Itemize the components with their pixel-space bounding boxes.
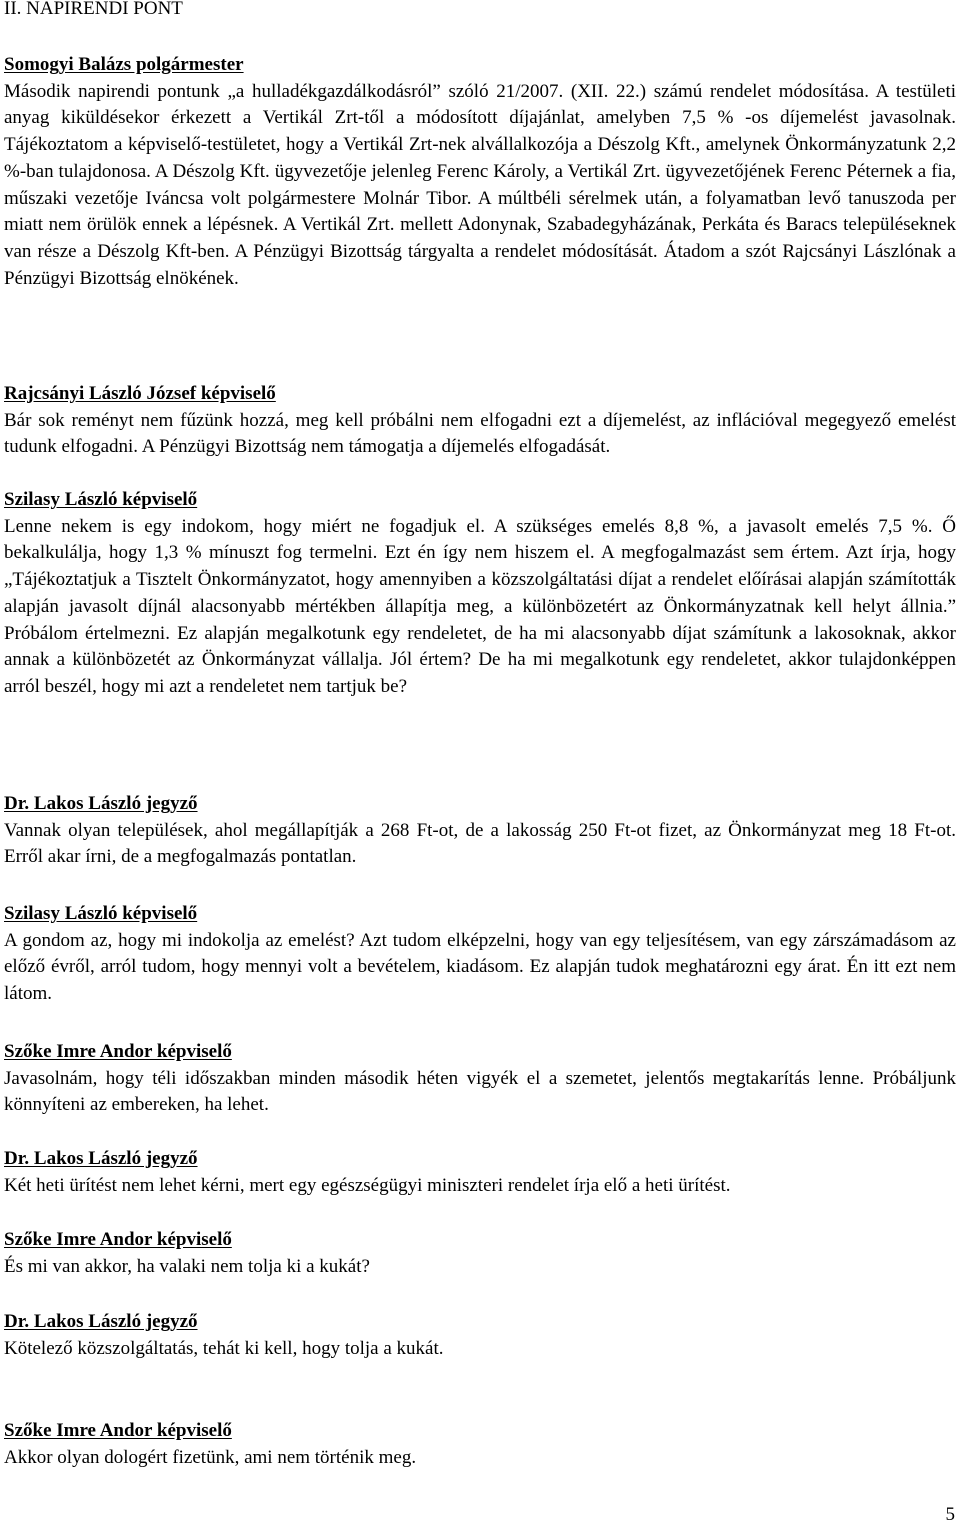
speech-entry <box>4 381 956 461</box>
speech-text: Javasolnám, hogy téli időszakban minden második héten vigyék el a szemetet, jelentős megtakarítás lenne. Próbáljunk könnyíteni az embereken, ha lehet. <box>4 1067 956 1116</box>
speech-entry <box>4 1039 956 1119</box>
page-number: 5 <box>945 1504 955 1525</box>
speech-text: Vannak olyan települések, ahol megállapítják a 268 Ft-ot, de a lakosság 250 Ft-ot fizet, az Önkormányzat meg 18 Ft-ot. Erről akar írni, de a megfogalmazás pontatlan. <box>4 819 956 868</box>
speaker-name: Rajcsányi László József képviselő <box>4 383 276 404</box>
speaker-name: Szilasy László képviselő <box>4 489 198 510</box>
speech-text: A gondom az, hogy mi indokolja az emelést? Azt tudom elképzelni, hogy van egy teljesítésem, van egy zárszámadásom az előző évről, arról tudom, hogy mennyi volt a bevételem, kiadásom. Ez alapján tudok meghatározni egy árat. Én itt ezt nem látom. <box>4 929 956 1005</box>
speaker-name: Szilasy László képviselő <box>4 903 198 924</box>
speech-text: Lenne nekem is egy indokom, hogy miért ne fogadjuk el. A szükséges emelés 8,8 %, a javasolt emelés 7,5 %. Ő bekalkulálja, hogy 1,3 % mínuszt fog termelni. Ezt én így nem hiszem el. A megfogalmazást sem értem. Azt írja, hogy „Tájékoztatjuk a Tisztelt Önkormányzatot, hogy amennyiben a közszolgáltatási díjat a rendelet előírásai alapján számították alapján javasolt díjnál alacsonyabb mértékben állapítja meg, a különbözetért az Önkormányzatnak kell helyt állnia.” Próbálom értelmezni. Ez alapján megalkotunk egy rendeletet, de ha mi alacsonyabb díjat számítunk a lakosoknak, akkor annak a különbözetét az Önkormányzat vállalja. Jól értem? De ha mi megalkotunk egy rendeletet, akkor tulajdonképpen arról beszél, hogy mi azt a rendeletet nem tartjuk be? <box>4 515 956 697</box>
speech-text: Második napirendi pontunk „a hulladékgazdálkodásról” szóló 21/2007. (XII. 22.) számú rendelet módosítása. A testületi anyag kiküldésekor érkezett a Vertikál Zrt-től a módosított díjajánlat, amelyben 7,5 % -os díjemelést javasolnak. Tájékoztatom a képviselő-testületet, hogy a Vertikál Zrt-nek alvállalkozója a Dészolg Kft., amelynek Önkormányzatunk 2,2 %-ban tulajdonosa. A Dészolg Kft. ügyvezetője jelenleg Ferenc Károly, a Vertikál Zrt. ügyvezetőjének Ferenc Péternek a fia, műszaki vezetője Iváncsa volt polgármestere Molnár Tibor. A múltbéli sérelmek után, a folyamatban levő tanuszoda per miatt nem örülök ennek a lépésnek. A Vertikál Zrt. mellett Adonynak, Szabadegyházának, Perkáta és Baracs településeknek van része a Dészolg Kft-ben. A Pénzügyi Bizottság tárgyalta a rendelet módosítását. Átadom a szót Rajcsányi Lászlónak a Pénzügyi Bizottság elnökének. <box>4 80 956 289</box>
speech-text: Bár sok reményt nem fűzünk hozzá, meg kell próbálni nem elfogadni ezt a díjemelést, az inflációval megegyező emelést tudunk elfogadni. A Pénzügyi Bizottság nem támogatja a díjemelés elfogadását. <box>4 409 956 458</box>
speech-text: És mi van akkor, ha valaki nem tolja ki a kukát? <box>4 1255 370 1277</box>
speech-entry <box>4 1227 956 1280</box>
speaker-name: Szőke Imre Andor képviselő <box>4 1229 232 1250</box>
speaker-name: Szőke Imre Andor képviselő <box>4 1041 232 1062</box>
speaker-name: Szőke Imre Andor képviselő <box>4 1420 232 1441</box>
speaker-name: Somogyi Balázs polgármester <box>4 54 244 75</box>
speaker-name: Dr. Lakos László jegyző <box>4 1311 198 1332</box>
speaker-name: Dr. Lakos László jegyző <box>4 793 198 814</box>
speech-entry <box>4 52 956 292</box>
speech-entry <box>4 487 956 701</box>
speech-entry <box>4 1146 956 1199</box>
speech-text: Kötelező közszolgáltatás, tehát ki kell, hogy tolja a kukát. <box>4 1337 444 1359</box>
speech-text: Akkor olyan dologért fizetünk, ami nem történik meg. <box>4 1446 417 1468</box>
speech-entry <box>4 1418 956 1471</box>
speech-entry <box>4 791 956 871</box>
speech-entry <box>4 1309 956 1362</box>
speech-text: Két heti ürítést nem lehet kérni, mert egy egészségügyi miniszteri rendelet írja elő a heti ürítést. <box>4 1174 731 1196</box>
speech-entry <box>4 901 956 1008</box>
section-heading: II. NAPIRENDI PONT <box>4 0 183 19</box>
speaker-name: Dr. Lakos László jegyző <box>4 1148 198 1169</box>
